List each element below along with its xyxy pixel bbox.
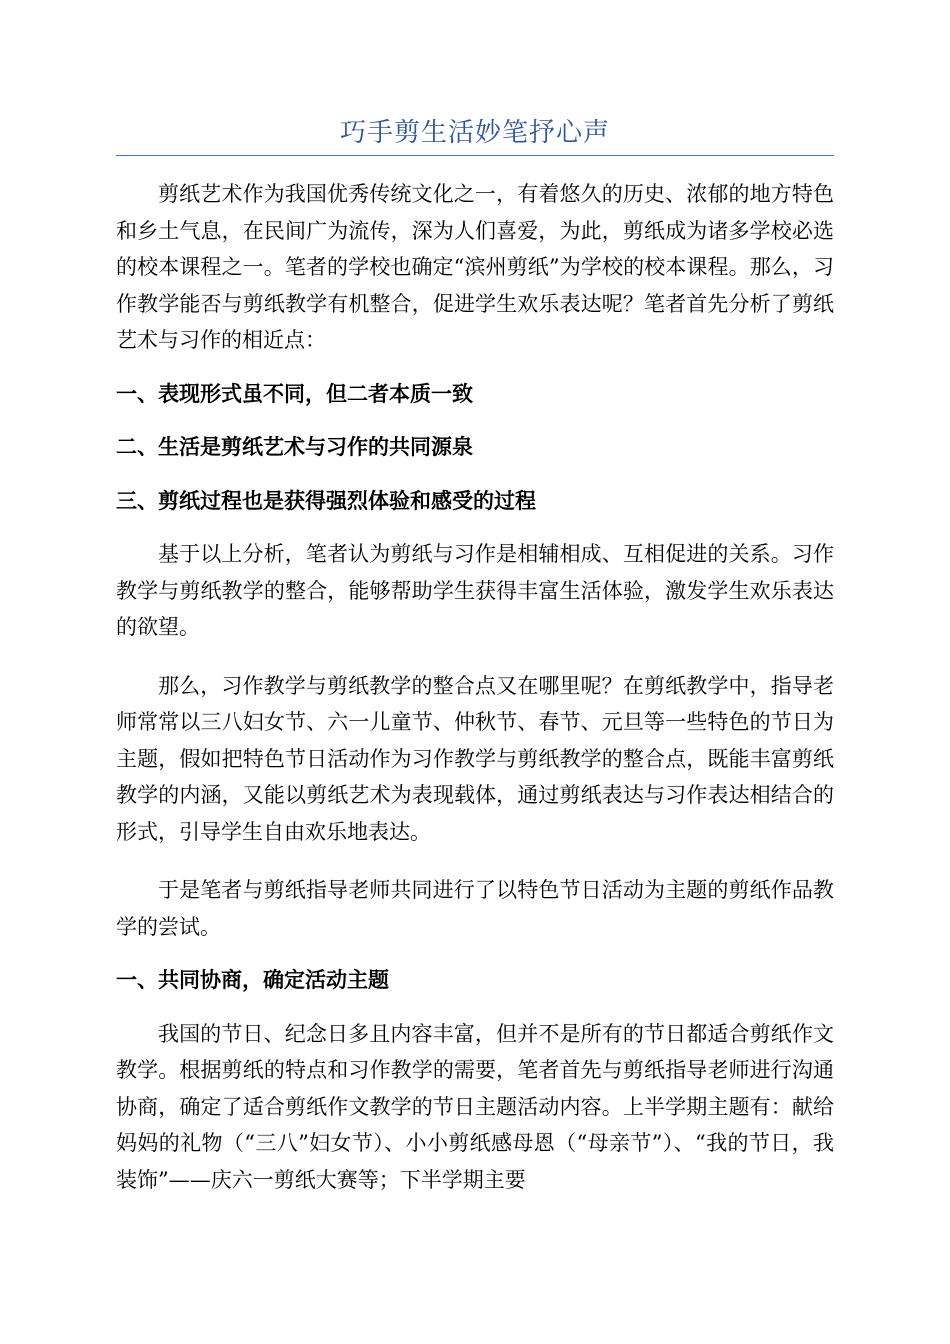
document-body: [116, 176, 834, 1198]
heading-point-2: 二、生活是剪纸艺术与习作的共同源泉: [116, 435, 473, 459]
heading-section-1: 一、共同协商，确定活动主题: [116, 968, 389, 992]
document-page: [116, 0, 834, 1198]
paragraph-analysis: 基于以上分析，笔者认为剪纸与习作是相辅相成、互相促进的关系。习作教学与剪纸教学的整合，能够帮助学生获得丰富生活体验，激发学生欢乐表达的欲望。: [116, 542, 834, 639]
title-underline: [116, 155, 834, 156]
heading-point-1: 一、表现形式虽不同，但二者本质一致: [116, 381, 473, 406]
paragraph-attempt: 于是笔者与剪纸指导老师共同进行了以特色节日活动为主题的剪纸作品教学的尝试。: [116, 878, 834, 939]
heading-point-3: 三、剪纸过程也是获得强烈体验和感受的过程: [116, 488, 536, 513]
paragraph-integration-point: 那么，习作教学与剪纸教学的整合点又在哪里呢？在剪纸教学中，指导老师常常以三八妇女节、六一儿童节、仲秋节、春节、元旦等一些特色的节日为主题，假如把特色节日活动作为习作教学与剪纸教学的整合点，既能丰富剪纸教学的内涵，又能以剪纸艺术为表现载体，通过剪纸表达与习作表达相结合的形式，引导学生自由欢乐地表达。: [116, 673, 834, 844]
paragraph-intro: 剪纸艺术作为我国优秀传统文化之一，有着悠久的历史、浓郁的地方特色和乡土气息，在民间广为流传，深为人们喜爱，为此，剪纸成为诸多学校必选的校本课程之一。笔者的学校也确定“滨州剪纸”为学校的校本课程。那么，习作教学能否与剪纸教学有机整合，促进学生欢乐表达呢？笔者首先分析了剪纸艺术与习作的相近点：: [116, 182, 834, 352]
paragraph-themes: 我国的节日、纪念日多且内容丰富，但并不是所有的节日都适合剪纸作文教学。根据剪纸的特点和习作教学的需要，笔者首先与剪纸指导老师进行沟通协商，确定了适合剪纸作文教学的节日主题活动内容。上半学期主题有：献给妈妈的礼物（“三八”妇女节）、小小剪纸感母恩（“母亲节”）、“我的节日，我装饰”——庆六一剪纸大赛等；下半学期主要: [116, 1021, 834, 1192]
document-title: 巧手剪生活妙笔抒心声: [339, 118, 610, 148]
